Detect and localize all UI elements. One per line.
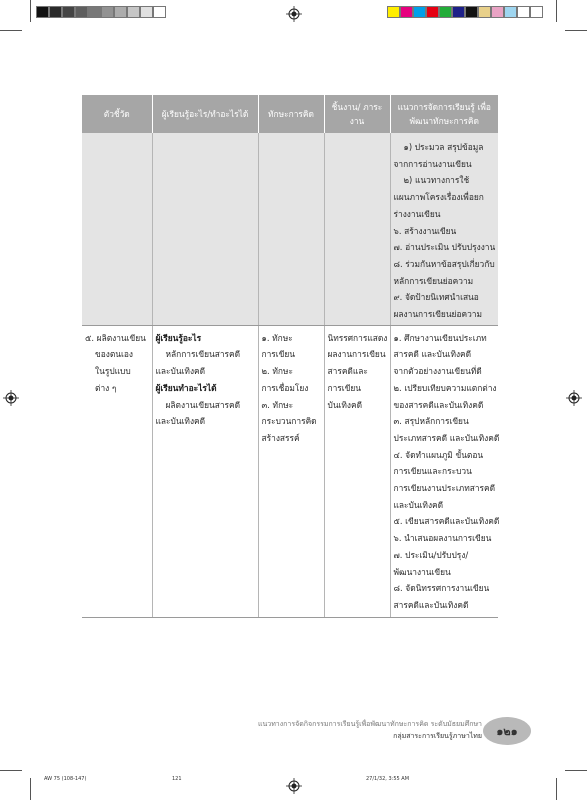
approach-line: หลักการเขียนย่อความ bbox=[393, 275, 474, 286]
cmyk-color-bar bbox=[387, 6, 543, 18]
approach-line: ผลงานการเขียนย่อความ bbox=[393, 309, 483, 320]
table-cell bbox=[324, 133, 390, 325]
skills-cell bbox=[258, 325, 324, 617]
footer-subject: กลุ่มสาระการเรียนรู้ภาษาไทย bbox=[393, 732, 482, 740]
indicator-line: ในรูปแบบ bbox=[95, 366, 131, 377]
works-line: การเขียน bbox=[327, 382, 361, 393]
works-line: บันเทิงคดี bbox=[327, 399, 363, 410]
header-learning: ผู้เรียนรู้อะไร/ทำอะไรได้ bbox=[152, 95, 258, 133]
works-line: สารคดีและ bbox=[327, 366, 368, 377]
indicator-line: ๕. ผลิตงานเขียน bbox=[85, 332, 146, 343]
page-number: ๑๒๑ bbox=[496, 725, 518, 738]
header-indicator: ตัวชี้วัด bbox=[82, 95, 152, 133]
approach-line: ๖. สร้างงานเขียน bbox=[393, 225, 457, 236]
table-cell bbox=[258, 133, 324, 325]
footer-book-title: แนวทางการจัดกิจกรรมการเรียนรู้เพื่อพัฒนาทักษะการคิด ระดับมัธยมศึกษา bbox=[257, 720, 482, 728]
learning-plan-table bbox=[82, 95, 498, 618]
registration-mark-icon bbox=[566, 390, 582, 406]
crop-mark bbox=[556, 0, 557, 22]
approach-line: ๑) ประมวล สรุปข้อมูล bbox=[403, 142, 484, 152]
approach-line: ประเภทสารคดี และบันเทิงคดี bbox=[393, 432, 500, 443]
learning-heading: ผู้เรียนรู้อะไร bbox=[155, 332, 202, 343]
learning-cell bbox=[152, 325, 258, 617]
skills-line: การเชื่อมโยง bbox=[261, 382, 309, 393]
approach-line: การเขียนและกระบวน bbox=[393, 466, 472, 477]
indicator-line: ต่าง ๆ bbox=[95, 382, 117, 393]
approach-line: ๘. จัดนิทรรศการงานเขียน bbox=[393, 583, 490, 594]
table-row-continued bbox=[82, 133, 498, 325]
approach-line: สารคดีและบันเทิงคดี bbox=[393, 599, 469, 610]
approach-line: และบันเทิงคดี bbox=[393, 499, 444, 510]
registration-mark-icon bbox=[3, 390, 19, 406]
learning-heading: ผู้เรียนทำอะไรได้ bbox=[155, 382, 217, 393]
approach-line: สารคดี และบันเทิงคดี bbox=[393, 349, 472, 360]
skills-line: ๓. ทักษะ bbox=[261, 399, 294, 410]
approach-line: ๓. สรุปหลักการเขียน bbox=[393, 416, 469, 427]
header-thinking-skills: ทักษะการคิด bbox=[258, 95, 324, 133]
skills-line: กระบวนการคิด bbox=[261, 416, 317, 427]
works-line: นิทรรศการแสดง bbox=[327, 332, 388, 343]
approach-line: ๕. เขียนสารคดีและบันเทิงคดี bbox=[393, 516, 500, 527]
approach-cell-continued bbox=[390, 133, 498, 325]
approach-line: ๔. จัดทำแผนภูมิ ขั้นตอน bbox=[393, 449, 484, 460]
skills-line: การเขียน bbox=[261, 349, 295, 360]
approach-line: ๗. ประเมิน/ปรับปรุง/ bbox=[393, 549, 469, 560]
registration-mark-icon bbox=[286, 778, 302, 794]
approach-line: ของสารคดีและบันเทิงคดี bbox=[393, 399, 484, 410]
learning-line: หลักการเขียนสารคดี bbox=[165, 349, 241, 360]
learning-line: และบันเทิงคดี bbox=[155, 416, 206, 427]
slug-page: 121 bbox=[172, 776, 182, 782]
page-number-badge bbox=[483, 717, 531, 745]
table-header-row bbox=[82, 95, 498, 133]
works-cell bbox=[324, 325, 390, 617]
crop-mark bbox=[565, 770, 587, 771]
approach-line: การเขียนงานประเภทสารคดี bbox=[393, 483, 496, 494]
header-teaching-approach: แนวการจัดการเรียนรู้ เพื่อพัฒนาทักษะการคิด bbox=[390, 95, 498, 133]
slug-date: 27/1/32, 3:55 AM bbox=[366, 776, 410, 782]
crop-mark bbox=[30, 0, 31, 22]
registration-mark-icon bbox=[286, 6, 302, 22]
skills-line: สร้างสรรค์ bbox=[261, 432, 300, 443]
approach-line: ๖. นำเสนอผลงานการเขียน bbox=[393, 533, 492, 544]
grayscale-color-bar bbox=[36, 6, 166, 18]
approach-line: จากตัวอย่างงานเขียนที่ดี bbox=[393, 366, 482, 377]
learning-line: ผลิตงานเขียนสารคดี bbox=[165, 399, 241, 410]
crop-mark bbox=[565, 30, 587, 31]
table-row-indicator-5 bbox=[82, 325, 498, 617]
works-line: ผลงานการเขียน bbox=[327, 349, 386, 360]
approach-line: ๗. อ่านประเมิน ปรับปรุงงาน bbox=[393, 242, 496, 253]
crop-mark bbox=[556, 778, 557, 800]
approach-line: ๒. เปรียบเทียบความแตกต่าง bbox=[393, 382, 497, 393]
approach-line: ๒) แนวทางการใช้ bbox=[403, 175, 470, 186]
table-cell bbox=[82, 133, 152, 325]
skills-line: ๒. ทักษะ bbox=[261, 366, 293, 377]
approach-line: ๙. จัดป้ายนิเทศนำเสนอ bbox=[393, 292, 479, 303]
approach-line: พัฒนางานเขียน bbox=[393, 566, 451, 577]
approach-line: ร่างงานเขียน bbox=[393, 208, 441, 219]
approach-cell bbox=[390, 325, 498, 617]
slug-file: AW 75 (108-147) bbox=[44, 776, 87, 782]
crop-mark bbox=[0, 30, 22, 31]
approach-line: ๑. ศึกษางานเขียนประเภท bbox=[393, 332, 487, 343]
crop-mark bbox=[0, 770, 22, 771]
indicator-cell bbox=[82, 325, 152, 617]
running-footer bbox=[258, 718, 482, 742]
learning-line: และบันเทิงคดี bbox=[155, 366, 206, 377]
approach-line: แผนภาพโครงเรื่องเพื่อยก bbox=[393, 192, 484, 203]
approach-line: จากการอ่านงานเขียน bbox=[393, 158, 472, 169]
indicator-line: ของตนเอง bbox=[95, 349, 133, 360]
crop-mark bbox=[30, 778, 31, 800]
approach-line: ๘. ร่วมกันหาข้อสรุปเกี่ยวกับ bbox=[393, 258, 495, 269]
header-work-pieces: ชิ้นงาน/ ภาระงาน bbox=[324, 95, 390, 133]
table-cell bbox=[152, 133, 258, 325]
skills-line: ๑. ทักษะ bbox=[261, 332, 293, 343]
